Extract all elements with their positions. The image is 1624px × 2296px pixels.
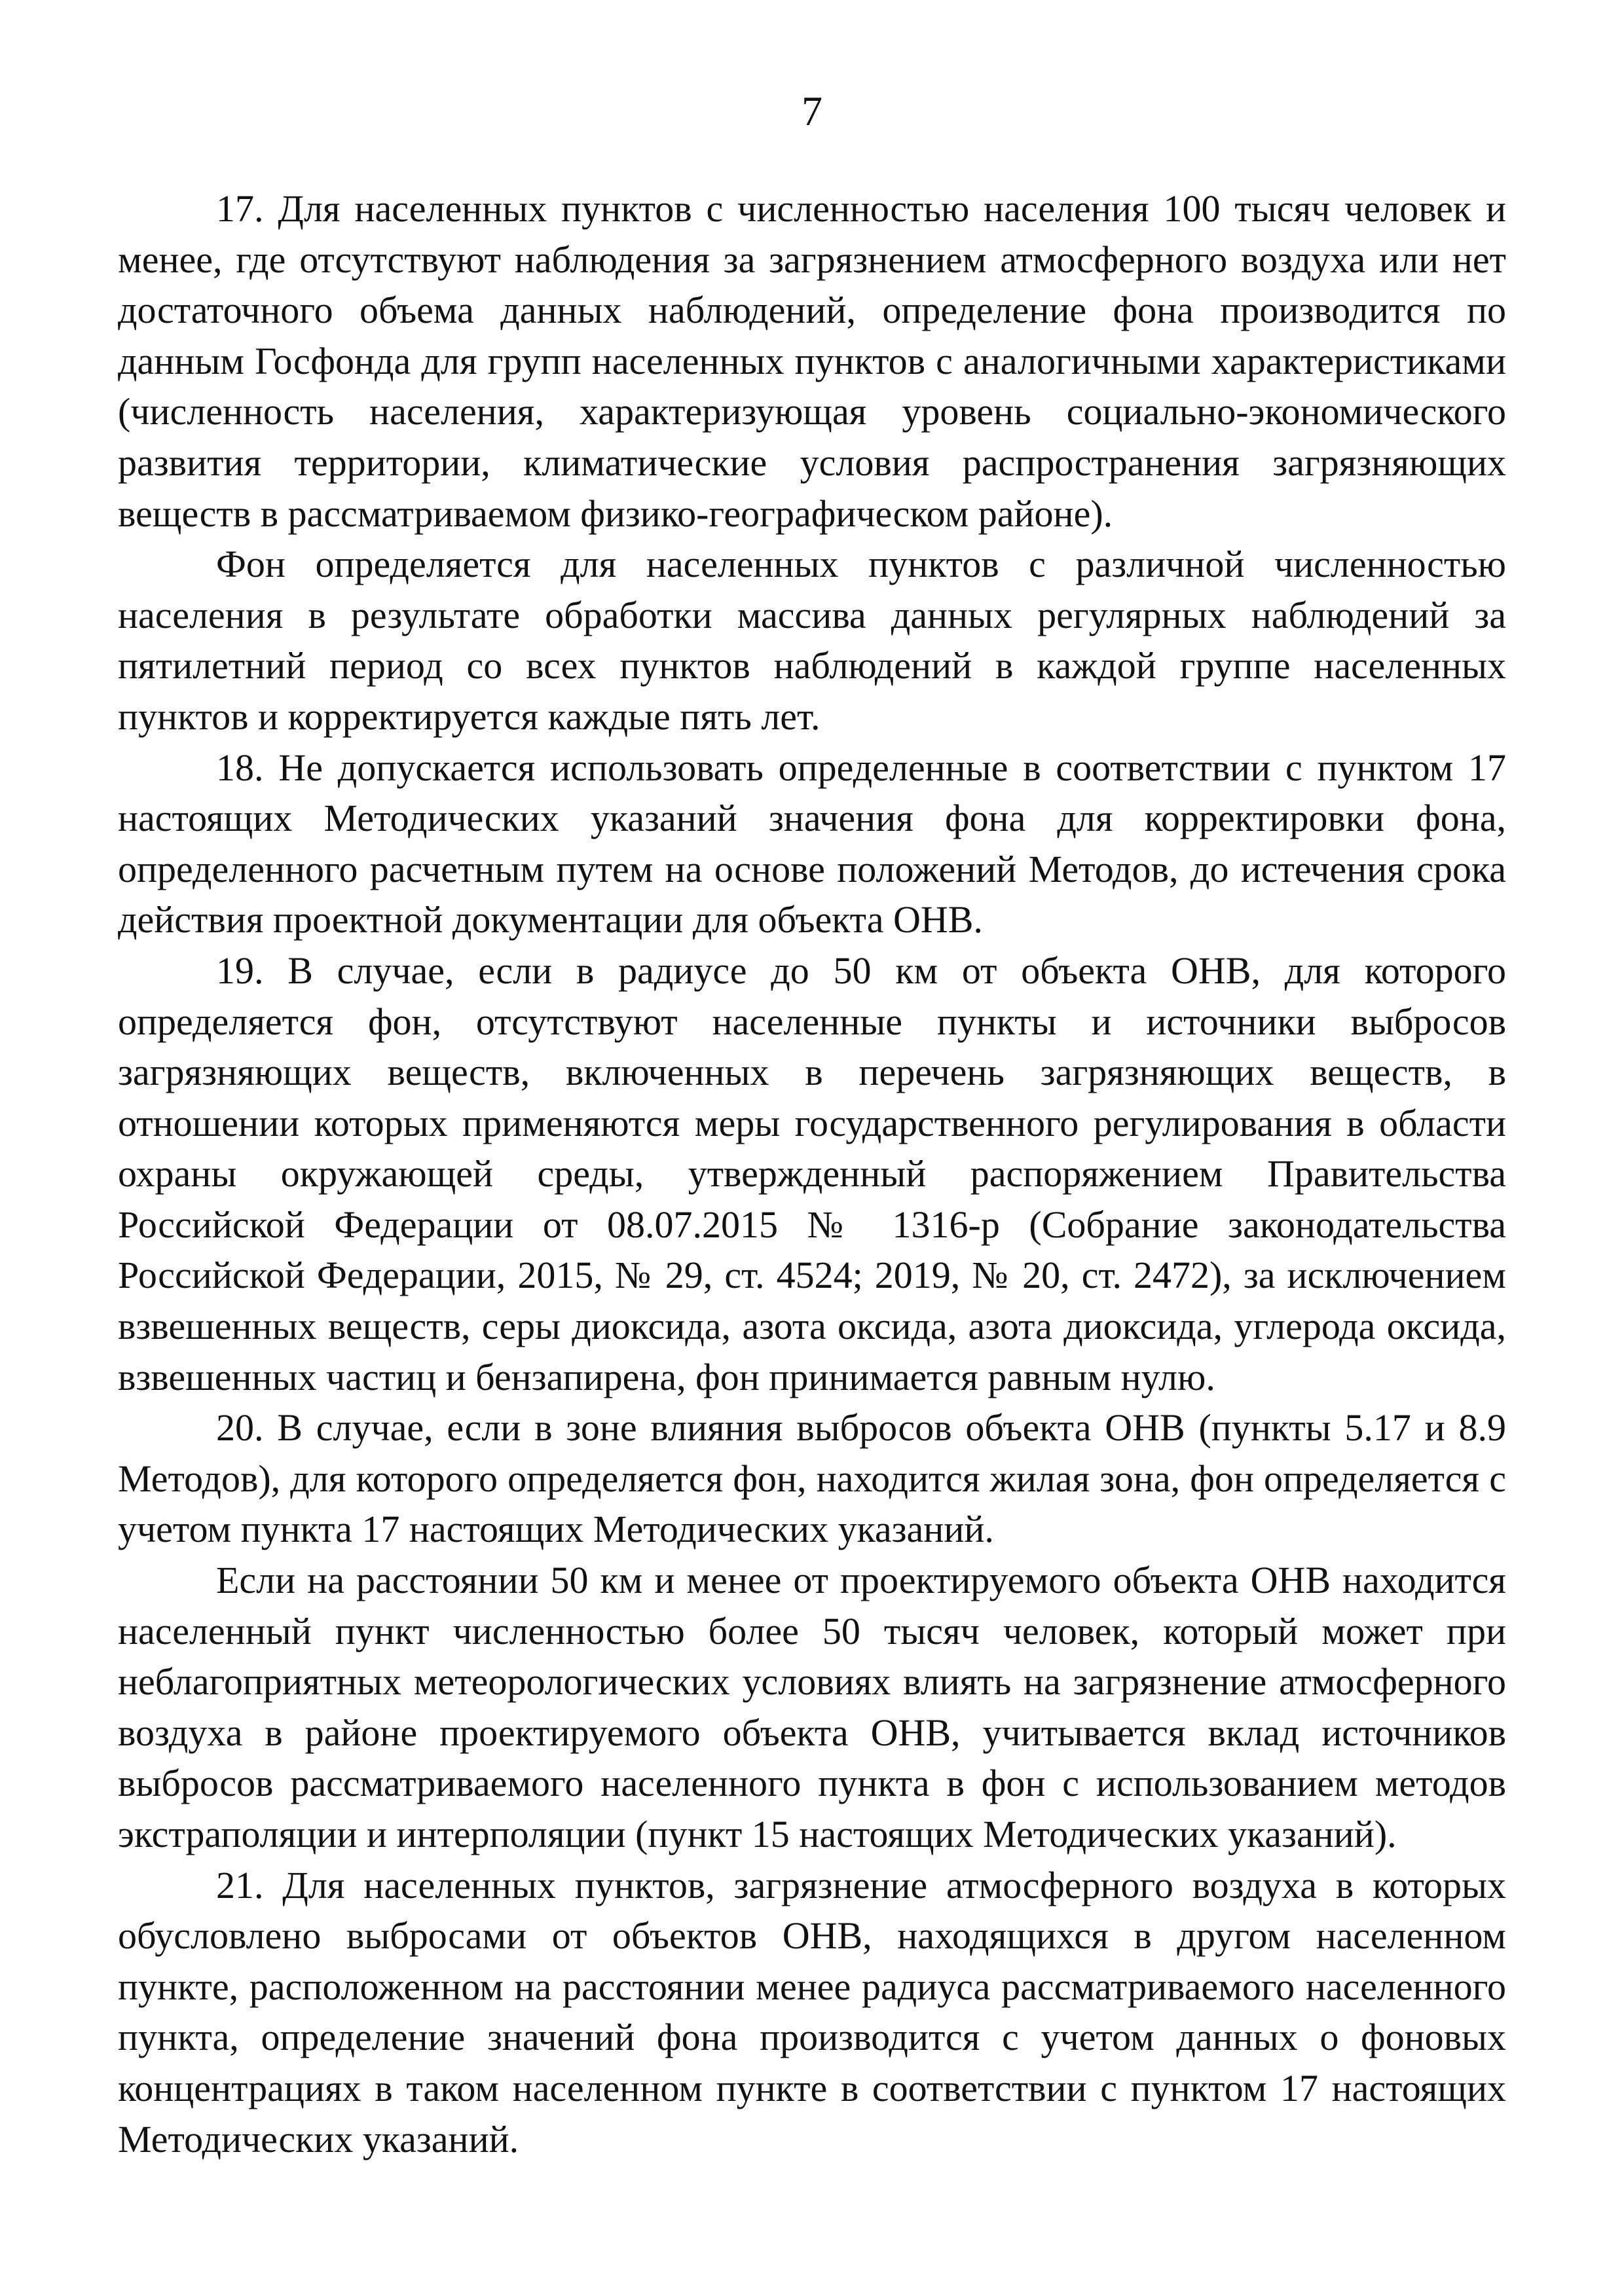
paragraph-17-background: Фон определяется для населенных пунктов с различной численностью населения в результате обработки массива данных регулярных наблюдений за пятилетний период со всех пунктов наблюдений в каждой группе населенных пунктов и корректируется каждые пять лет. xyxy=(118,543,1506,738)
paragraph-17: 17. Для населенных пунктов с численностью населения 100 тысяч человек и менее, где отсутствуют наблюдения за загрязнением атмосферного воздуха или нет достаточного объема данных наблюдений, определение фона производится по данным Госфонда для групп населенных пунктов с аналогичными характеристиками (численность населения, характеризующая уровень социально-экономического развития территории, климатические условия распространения загрязняющих веществ в рассматриваемом физико-географическом районе). xyxy=(118,187,1506,535)
page-number: 7 xyxy=(802,88,822,134)
paragraph-18: 18. Не допускается использовать определенные в соответствии с пунктом 17 настоящих Методических указаний значения фона для корректировки фона, определенного расчетным путем на основе положений Методов, до истечения срока действия проектной документации для объекта ОНВ. xyxy=(118,746,1506,941)
document-body xyxy=(118,183,1506,2164)
paragraph-19: 19. В случае, если в радиусе до 50 км от объекта ОНВ, для которого определяется фон, отсутствуют населенные пункты и источники выбросов загрязняющих веществ, включенных в перечень загрязняющих веществ, в отношении которых применяются меры государственного регулирования в области охраны окружающей среды, утвержденный распоряжением Правительства Российской Федерации от 08.07.2015 № 1316-р (Собрание законодательства Российской Федерации, 2015, № 29, ст. 4524; 2019, № 20, ст. 2472), за исключением взвешенных веществ, серы диоксида, азота оксида, азота диоксида, углерода оксида, взвешенных частиц и бензапирена, фон принимается равным нулю. xyxy=(118,949,1506,1398)
paragraph-20-settlement: Если на расстоянии 50 км и менее от проектируемого объекта ОНВ находится населенный пункт численностью более 50 тысяч человек, который может при неблагоприятных метеорологических условиях влиять на загрязнение атмосферного воздуха в районе проектируемого объекта ОНВ, учитывается вклад источников выбросов рассматриваемого населенного пункта в фон с использованием методов экстраполяции и интерполяции (пункт 15 настоящих Методических указаний). xyxy=(118,1559,1506,1855)
paragraph-20: 20. В случае, если в зоне влияния выбросов объекта ОНВ (пункты 5.17 и 8.9 Методов), для которого определяется фон, находится жилая зона, фон определяется с учетом пункта 17 настоящих Методических указаний. xyxy=(118,1406,1506,1551)
paragraph-21: 21. Для населенных пунктов, загрязнение атмосферного воздуха в которых обусловлено выбросами от объектов ОНВ, находящихся в другом населенном пункте, расположенном на расстоянии менее радиуса рассматриваемого населенного пункта, определение значений фона производится с учетом данных о фоновых концентрациях в таком населенном пункте в соответствии с пунктом 17 настоящих Методических указаний. xyxy=(118,1863,1506,2160)
